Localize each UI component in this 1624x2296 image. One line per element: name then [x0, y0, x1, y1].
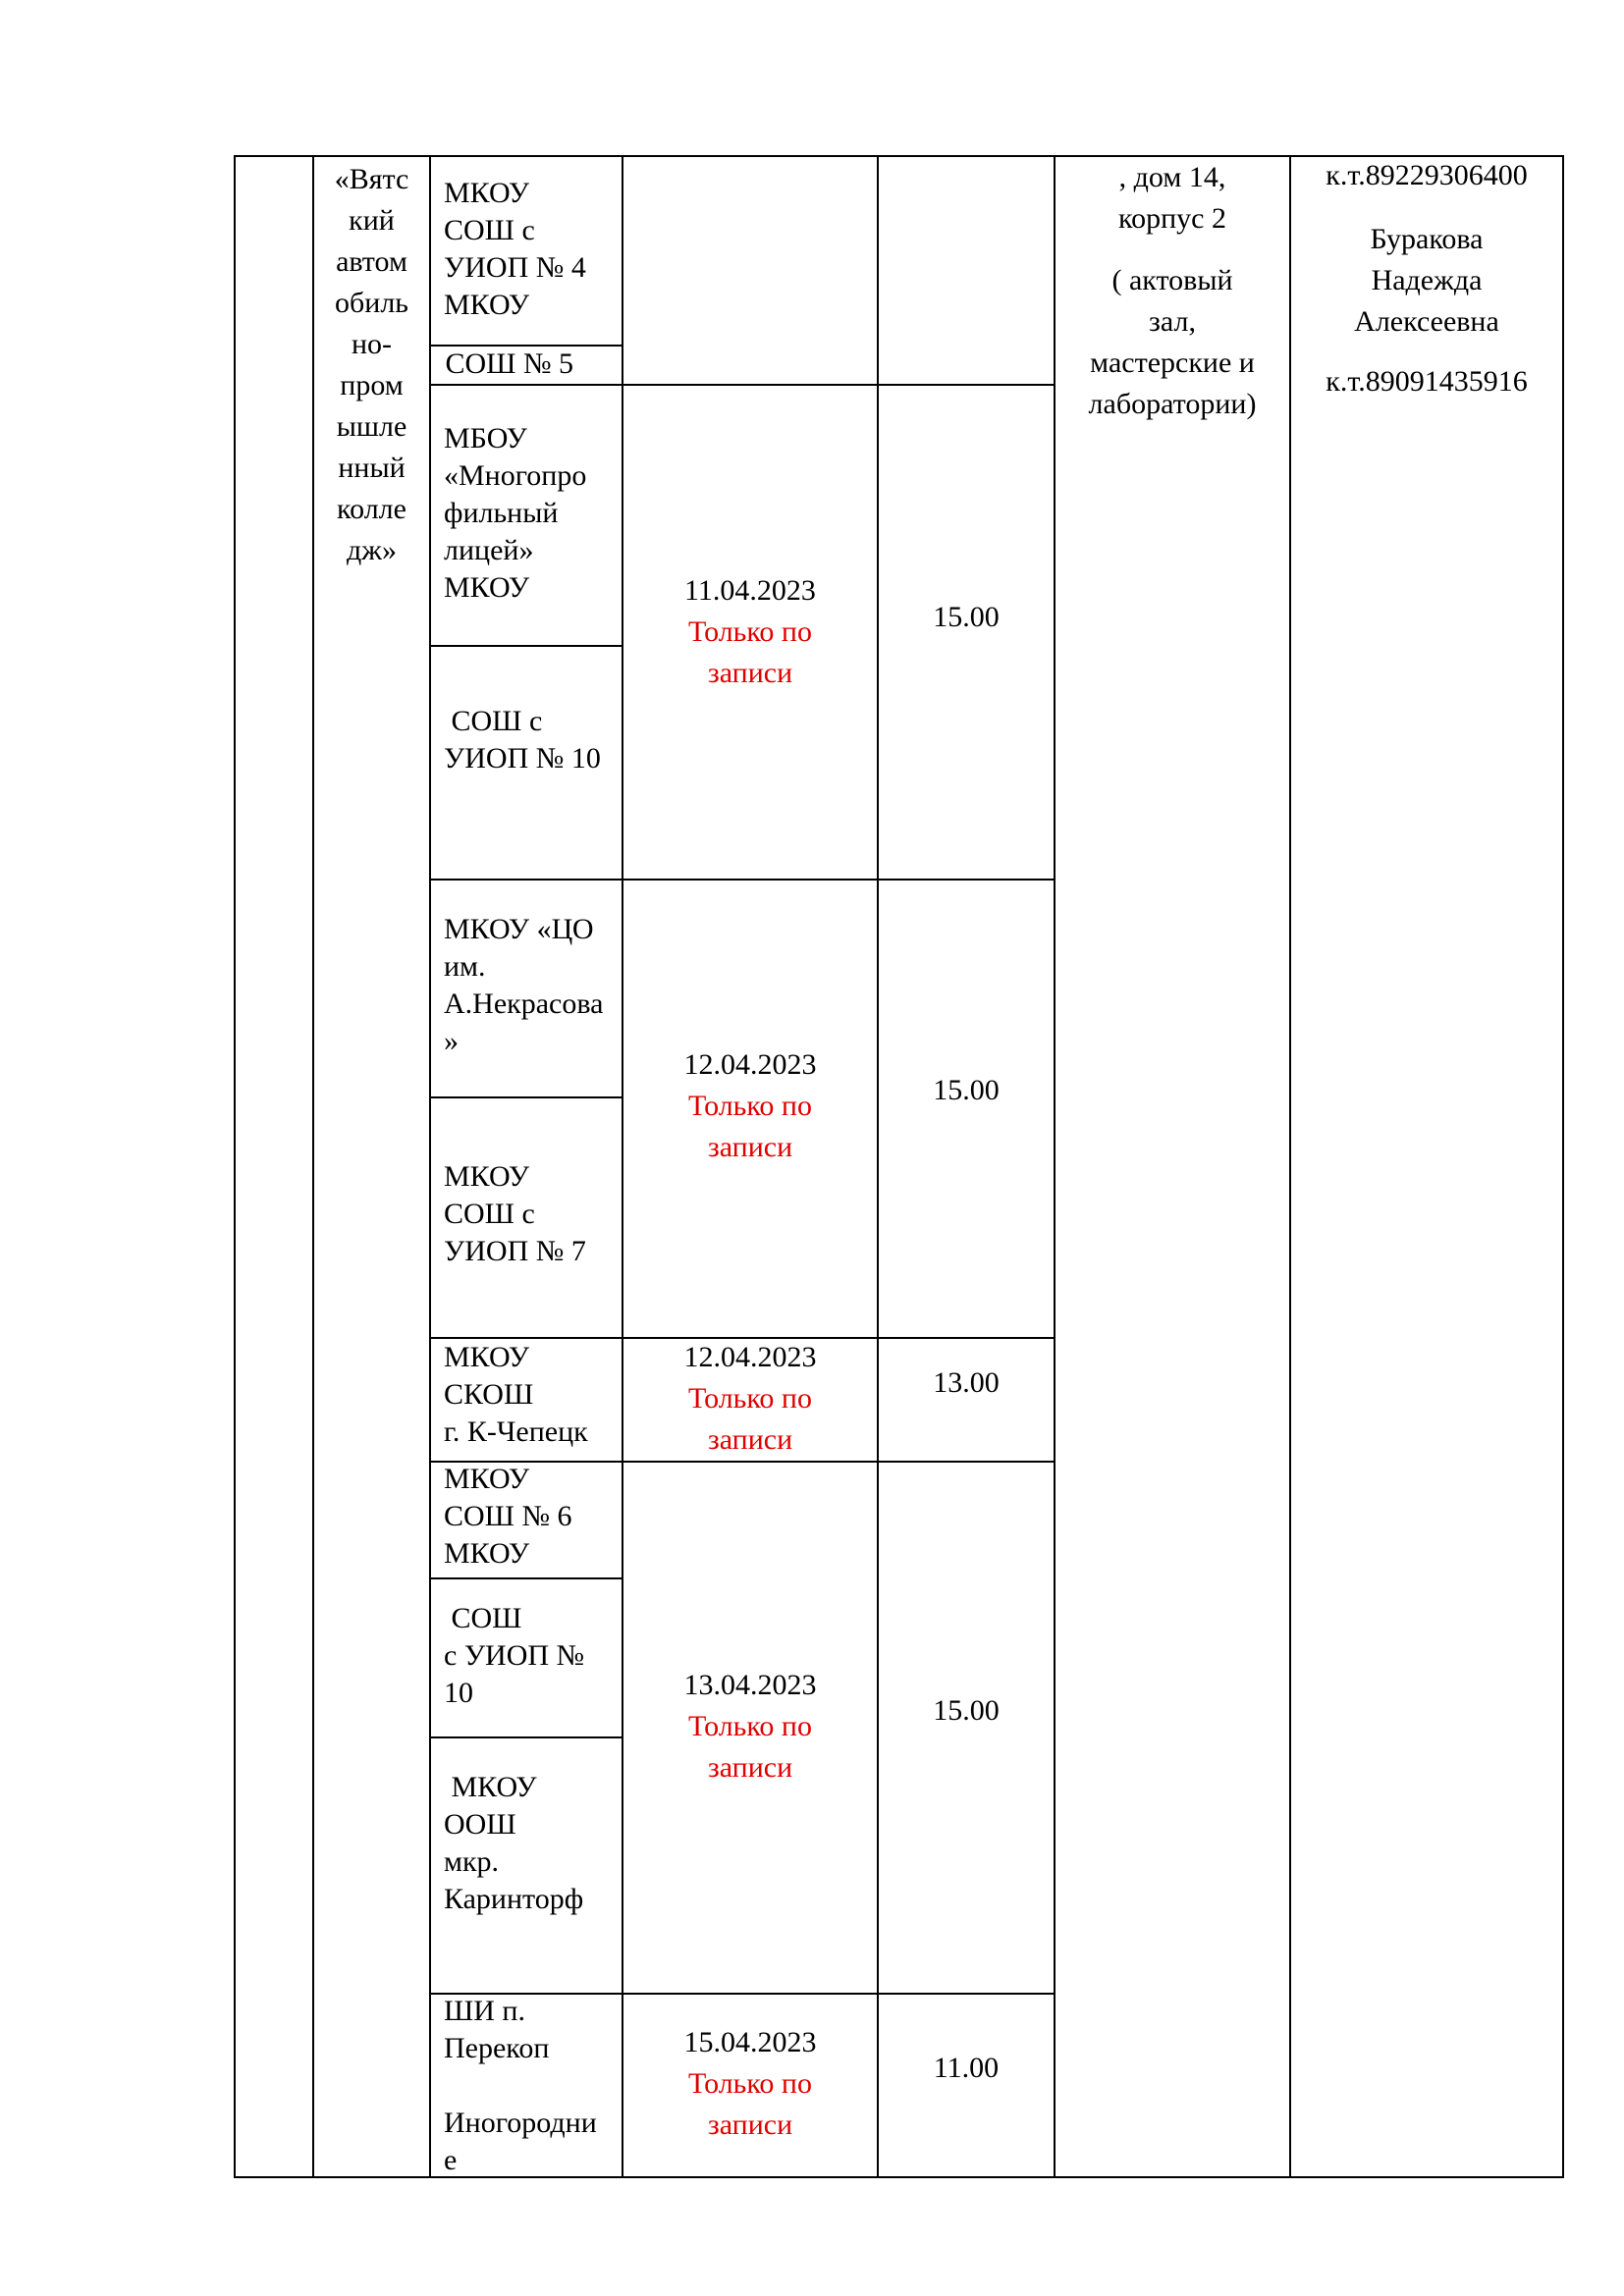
address-cell: [1054, 155, 1291, 2178]
college-name: [314, 159, 429, 571]
school-name: МКОУ «ЦО им. А.Некрасова »: [444, 913, 604, 1057]
contact-phone: к.т.89091435916: [1326, 365, 1528, 398]
session-note: Только по записи: [688, 1710, 812, 1784]
college-line: колле: [337, 493, 406, 525]
college-line: обиль: [335, 287, 408, 319]
school-name: МКОУ СОШ № 6 МКОУ: [444, 1463, 572, 1570]
session-date-block: [623, 1044, 877, 1168]
session-note: Только по записи: [688, 1090, 812, 1163]
college-line: пром: [340, 369, 404, 401]
session-time: 15.00: [933, 1074, 1000, 1106]
session-date-block: [623, 2022, 877, 2146]
college-line: автом: [336, 245, 407, 278]
contact-name: Буракова Надежда Алексеевна: [1354, 223, 1499, 338]
session-date: 11.04.2023: [684, 574, 816, 607]
session-date: 15.04.2023: [683, 2026, 817, 2058]
session-note: Только по записи: [688, 2067, 812, 2141]
school-name: МКОУ СКОШ г. К-Чепецк: [444, 1341, 588, 1448]
college-line: но-: [351, 328, 393, 360]
school-name: МБОУ «Многопро фильный лицей» МКОУ: [444, 422, 587, 604]
session-time: 15.00: [933, 1694, 1000, 1727]
contact-phone: к.т.89229306400: [1326, 159, 1528, 191]
session-date: 12.04.2023: [683, 1341, 817, 1373]
session-time: 11.00: [933, 2052, 1000, 2084]
school-name: МКОУ СОШ с УИОП № 4 МКОУ: [444, 177, 586, 321]
college-line: кий: [349, 204, 395, 237]
session-time: 13.00: [933, 1366, 1000, 1399]
school-name: СОШ с УИОП № 10: [444, 1602, 585, 1709]
college-line: «Вятс: [334, 163, 409, 195]
date-cell-empty: [622, 155, 879, 386]
address-line: , дом 14, корпус 2: [1118, 161, 1226, 235]
school-name: СОШ с УИОП № 10: [444, 705, 601, 774]
session-date-block: [623, 570, 877, 694]
school-name: МКОУ ООШ мкр. Каринторф: [444, 1771, 584, 1915]
school-name: МКОУ СОШ с УИОП № 7: [444, 1160, 586, 1267]
address-venue: ( актовый зал, мастерские и лаборатории): [1088, 264, 1257, 420]
college-line: ышле: [336, 410, 407, 443]
session-date: 12.04.2023: [683, 1048, 817, 1081]
session-date-block: [623, 1665, 877, 1789]
college-line: нный: [338, 452, 406, 484]
school-name: СОШ № 5: [438, 347, 574, 380]
session-date-block: [623, 1337, 877, 1461]
time-cell-empty: [877, 155, 1056, 386]
session-date: 13.04.2023: [683, 1669, 817, 1701]
session-time: 15.00: [933, 601, 1000, 633]
school-name: ШИ п. Перекоп Иногородни е: [444, 1995, 597, 2176]
session-note: Только по записи: [688, 615, 812, 689]
session-note: Только по записи: [688, 1382, 812, 1456]
contacts-cell: [1289, 155, 1564, 2178]
col-index-cell: [234, 155, 314, 2178]
college-line: дж»: [347, 534, 397, 566]
